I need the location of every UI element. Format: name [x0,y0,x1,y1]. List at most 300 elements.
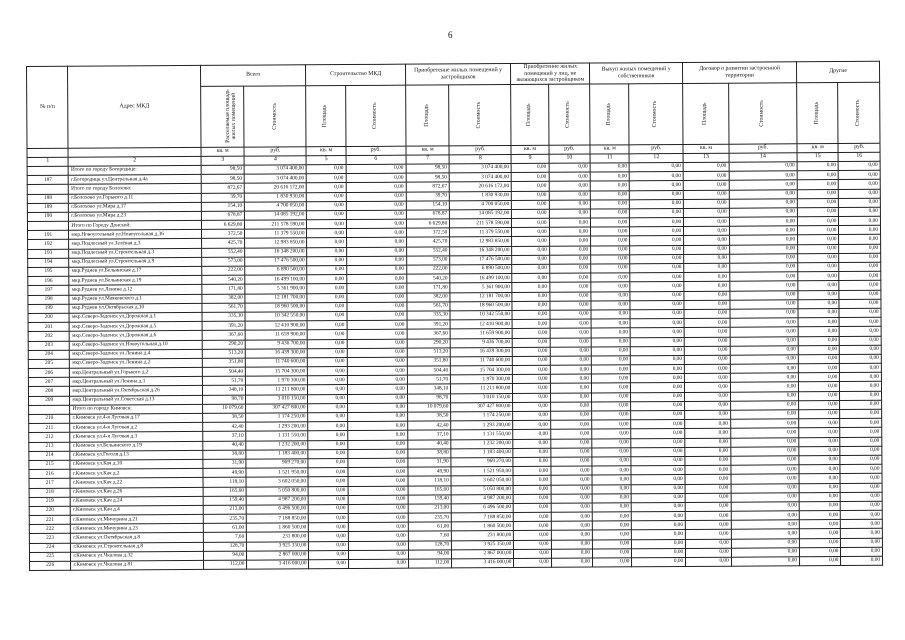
value-cell: 0,00 [308,440,347,449]
value-cell: 0,00 [347,330,407,340]
value-cell: 561,70 [202,303,246,312]
value-cell: 0,00 [840,409,882,418]
value-cell: 0,00 [684,309,730,318]
address-cell: Итого по городу Богородице: [69,165,202,175]
value-cell: 0,00 [729,272,797,282]
value-cell: 0,00 [347,421,407,431]
value-cell: 513,20 [407,348,451,357]
value-cell: 1 174 250,00 [451,412,513,422]
value-cell: 0,00 [513,411,550,420]
value-cell: 0,00 [307,238,346,247]
value-cell: 372,50 [406,228,450,237]
row-number: 220 [29,506,70,515]
value-cell: 4 700 050,00 [450,200,512,210]
value-cell: 0,00 [730,382,798,392]
value-cell: 20 616 172,00 [245,183,307,193]
value-cell: 31,90 [408,458,452,467]
value-cell: 0,00 [731,557,799,567]
value-cell: 213,00 [408,504,452,513]
address-cell: г.Кимовск ул.4-я Луговая д.17 [70,413,203,423]
value-cell: 17 476 500,00 [450,255,512,265]
value-cell: 0,00 [592,521,631,530]
value-cell: 0,00 [592,402,631,411]
value-cell: 3 074 400,00 [449,173,511,183]
value-cell: 0,00 [550,402,591,411]
value-cell: 0,00 [346,228,406,238]
value-cell: 7,60 [203,533,247,542]
value-cell: 0,00 [513,402,550,411]
value-cell: 0,00 [550,338,591,347]
value-cell: 10 079,60 [202,404,246,413]
value-cell: 15 704 300,00 [451,366,513,376]
value-cell: 0,00 [686,548,732,557]
value-cell: 0,00 [592,503,631,512]
value-cell: 0,00 [348,513,408,523]
value-cell: 0,00 [632,548,686,558]
value-cell: 16 439 300,00 [246,349,308,359]
value-cell: 0,00 [308,449,347,458]
value-cell: 425,70 [406,237,450,246]
unit-cell: кв. м [511,145,548,154]
value-cell: 0,00 [512,200,549,209]
row-number: 210 [29,414,70,423]
value-cell: 0,00 [550,356,591,365]
value-cell: 10 342 550,00 [450,311,512,321]
value-cell: 0,00 [631,346,685,356]
value-cell: 0,00 [731,447,799,457]
value-cell: 0,00 [630,291,684,301]
value-cell: 0,00 [348,541,408,551]
value-cell: 1 131 550,00 [246,431,308,441]
value-cell: 0,00 [631,429,685,439]
value-cell: 0,00 [797,171,838,180]
value-cell: 0,00 [591,255,630,264]
header-other: Другие [797,61,880,82]
value-cell: 2 867 000,00 [247,551,309,561]
value-cell: 0,00 [839,198,881,207]
value-cell: 112,00 [203,560,247,569]
value-cell: 0,00 [630,218,684,228]
value-cell: 0,00 [551,485,592,494]
value-cell: 0,00 [592,530,631,539]
value-cell: 0,00 [550,319,591,328]
value-cell: 0,00 [685,373,731,382]
value-cell: 98,50 [406,164,450,173]
value-cell: 0,00 [799,483,840,492]
value-cell: 0,00 [512,218,549,227]
value-cell: 0,00 [513,466,550,475]
value-cell: 0,00 [346,173,406,183]
value-cell: 0,00 [513,347,550,356]
value-cell: 0,00 [309,560,348,569]
value-cell: 0,00 [551,466,592,475]
value-cell: 0,00 [512,283,549,292]
value-cell: 872,67 [406,182,450,191]
value-cell: 0,00 [309,514,348,523]
value-cell: 0,00 [592,392,631,401]
value-cell: 0,00 [308,459,347,468]
value-cell: 0,00 [550,365,591,374]
value-cell: 0,00 [841,520,883,529]
value-cell: 0,00 [729,226,797,236]
value-cell: 12 983 850,00 [245,238,307,248]
value-cell: 0,00 [684,272,730,281]
value-cell: 0,00 [551,558,592,567]
value-cell: 0,00 [512,329,549,338]
unit-cell: руб. [346,146,406,155]
row-number: 214 [29,451,70,460]
value-cell: 0,00 [551,512,592,521]
value-cell: 0,00 [551,549,592,558]
address-cell: мкр.Подлесный ул.Зелёная д.3 [69,239,202,249]
value-cell: 0,00 [840,363,882,372]
value-cell: 2 867 000,00 [452,549,514,559]
value-cell: 335,30 [202,312,246,321]
value-cell: 0,00 [630,181,684,191]
value-cell: 0,00 [798,373,839,382]
value-cell: 351,80 [202,358,246,367]
value-cell: 0,00 [840,373,882,382]
address-cell: г.Кимовск ул.Кач д.2 [70,469,203,479]
address-cell: г.Кимовск ул.Кач д.10 [70,459,203,469]
subheader-area-build: Площадь [306,86,346,147]
value-cell: 0,00 [307,183,346,192]
index-cell: 11 [590,154,629,163]
value-cell: 0,00 [591,273,630,282]
value-cell: 0,00 [685,364,731,373]
value-cell: 0,00 [308,321,347,330]
value-cell: 0,00 [346,183,406,193]
value-cell: 0,00 [729,180,797,190]
value-cell: 0,00 [685,383,731,392]
address-cell: г.Болохово ул.Мира д.17 [69,202,202,212]
value-cell: 0,00 [307,174,346,183]
value-cell: 0,00 [591,301,630,310]
value-cell: 0,00 [512,209,549,218]
value-cell: 0,00 [799,520,840,529]
value-cell: 0,00 [592,438,631,447]
value-cell: 0,00 [549,227,590,236]
page-number: 6 [448,30,453,40]
index-cell: 8 [449,155,511,164]
row-number: 197 [28,286,69,295]
value-cell: 0,00 [798,226,839,235]
value-cell: 0,00 [730,364,798,374]
value-cell: 0,00 [513,430,550,439]
row-number: 213 [29,442,70,451]
value-cell: 0,00 [549,172,590,181]
value-cell: 12 410 900,00 [450,320,512,330]
value-cell: 11 379 550,00 [450,228,512,238]
value-cell: 4 700 050,00 [245,202,307,212]
value-cell: 0,00 [591,319,630,328]
value-cell: 235,70 [408,513,452,522]
value-cell: 0,00 [730,346,798,356]
value-cell: 42,40 [407,421,451,430]
value-cell: 0,00 [631,355,685,365]
value-cell: 0,00 [730,401,798,411]
value-cell: 0,00 [347,375,407,385]
value-cell: 6 629,80 [406,219,450,228]
value-cell: 0,00 [307,165,346,174]
unit-cell: кв. м [797,144,838,153]
address-cell: г.Кимовск ул.4-я Луговая д.3 [70,432,203,442]
value-cell: 0,00 [512,191,549,200]
value-cell: 0,00 [632,558,686,568]
value-cell: 0,00 [307,210,346,219]
value-cell: 37,10 [408,430,452,439]
value-cell: 0,00 [685,520,731,529]
value-cell: 12 181 700,00 [245,293,307,303]
value-cell: 0,00 [308,468,347,477]
index-cell: 9 [511,154,548,163]
value-cell: 5 361 900,00 [450,283,512,293]
value-cell: 0,00 [550,310,591,319]
row-number [29,405,70,414]
address-cell: мкр.Северо-Задонск ул.Дорожная д.5 [69,322,202,332]
unit-cell: руб. [244,147,306,156]
value-cell: 12 181 700,00 [450,292,512,302]
value-cell: 0,00 [309,486,348,495]
value-cell: 0,00 [685,392,731,401]
value-cell: 37,10 [203,432,247,441]
value-cell: 0,00 [840,345,882,354]
header-total: Всего [200,65,306,87]
value-cell: 0,00 [798,281,839,290]
value-cell: 0,00 [840,418,882,427]
value-cell: 0,00 [839,161,881,170]
value-cell: 0,00 [839,253,881,262]
value-cell: 0,00 [798,345,839,354]
value-cell: 0,00 [629,162,683,172]
value-cell: 0,00 [684,337,730,346]
value-cell: 211 578 590,00 [450,219,512,229]
subheader-area-other: Площадь [797,83,839,144]
value-cell: 0,00 [684,328,730,337]
value-cell: 1 293 200,00 [246,422,308,432]
value-cell: 0,00 [839,244,881,253]
value-cell: 0,00 [631,447,685,457]
value-cell: 0,00 [631,365,685,375]
value-cell: 0,00 [841,556,883,565]
value-cell: 0,00 [841,492,883,501]
value-cell: 0,00 [513,476,550,485]
value-cell: 5 050 800,00 [451,485,513,495]
value-cell: 0,00 [551,503,592,512]
value-cell: 49,90 [408,467,452,476]
value-cell: 0,00 [512,255,549,264]
subheader-cost-build: Стоимость [345,85,405,146]
value-cell: 0,00 [799,474,840,483]
value-cell: 0,00 [799,529,840,538]
index-cell: 10 [549,154,590,163]
value-cell: 0,00 [630,309,684,319]
value-cell: 0,00 [630,254,684,264]
row-number: 212 [29,433,70,442]
value-cell: 49,90 [203,468,247,477]
value-cell: 0,00 [308,376,347,385]
address-cell: Итого по городу Болохово: [69,184,202,194]
value-cell: 16 439 300,00 [450,347,512,357]
row-number [27,166,68,175]
address-cell: г.Кимовск ул.Гоголя д.13 [70,450,203,460]
value-cell: 0,00 [731,474,799,484]
unit-cell: руб. [449,146,511,155]
value-cell: 11 379 550,00 [245,229,307,239]
value-cell: 0,00 [684,263,730,272]
value-cell: 0,00 [347,311,407,321]
address-cell: мкр.Центральный ул.Советская д.13 [70,395,203,405]
address-cell: мкр.Подлесный ул.Строительная д.9 [69,257,202,267]
value-cell: 382,00 [407,293,451,302]
value-cell: 0,00 [730,428,798,438]
value-cell: 6 890 500,00 [450,265,512,275]
address-cell: г.Кимовск ул.Октябрьская д.8 [71,533,204,543]
value-cell: 20 616 172,00 [449,182,511,192]
value-cell: 1 131 550,00 [451,430,513,440]
value-cell: 0,00 [512,237,549,246]
value-cell: 10 342 550,00 [245,312,307,322]
subheader-area-total: Расселяемая площадь жилых помещений [201,86,245,147]
value-cell: 351,80 [407,357,451,366]
value-cell: 0,00 [799,437,840,446]
value-cell: 0,00 [839,226,881,235]
value-cell: 0,00 [512,182,549,191]
value-cell: 0,00 [632,502,686,512]
value-cell: 0,00 [839,299,881,308]
value-cell: 0,00 [592,448,631,457]
value-cell: 0,00 [799,538,840,547]
value-cell: 0,00 [840,327,882,336]
value-cell: 0,00 [348,458,408,468]
value-cell: 0,00 [840,474,882,483]
row-number: 190 [27,212,68,221]
value-cell: 0,00 [840,437,882,446]
value-cell: 0,00 [685,493,731,502]
row-number: 194 [28,258,69,267]
value-cell: 0,00 [347,339,407,349]
value-cell: 0,00 [685,456,731,465]
value-cell: 0,00 [839,281,881,290]
value-cell: 0,00 [800,557,841,566]
address-cell: г.Кимовск ул.Чкалова д.81 [71,560,204,570]
value-cell: 0,00 [550,420,591,429]
value-cell: 0,00 [841,538,883,547]
value-cell: 39,70 [201,193,245,202]
value-cell: 0,00 [308,330,347,339]
value-cell: 0,00 [799,419,840,428]
value-cell: 0,00 [347,293,407,303]
value-cell: 0,00 [799,547,840,556]
value-cell: 0,00 [683,162,729,171]
value-cell: 0,00 [307,201,346,210]
value-cell: 0,00 [684,236,730,245]
address-cell: мкр.Северо-Задонск ул.Новоугольная д.10 [70,340,203,350]
value-cell: 0,00 [513,421,550,430]
index-cell: 13 [683,153,729,162]
value-cell: 872,67 [201,184,245,193]
value-cell: 0,00 [731,520,799,530]
value-cell: 17 476 500,00 [245,257,307,267]
value-cell: 0,00 [631,475,685,485]
value-cell: 0,00 [840,483,882,492]
value-cell: 0,00 [730,318,798,328]
value-cell: 0,00 [347,284,407,294]
value-cell: 0,00 [730,336,798,346]
value-cell: 1 521 950,00 [451,467,513,477]
subheader-cost-buy-dev: Стоимость [449,85,511,146]
value-cell: 0,00 [309,523,348,532]
value-cell: 367,60 [202,331,246,340]
index-cell: 16 [838,152,880,161]
value-cell: 0,00 [730,355,798,365]
value-cell: 0,00 [348,440,408,450]
unit-cell [27,148,68,157]
unit-cell: кв. м [683,144,729,153]
value-cell: 0,00 [799,391,840,400]
address-cell: мкр.Северо-Задонск ул.Ленина д.4 [70,349,203,359]
index-cell: 5 [306,156,345,165]
value-cell: 0,00 [307,229,346,238]
value-cell: 0,00 [592,512,631,521]
index-cell: 1 [27,157,68,166]
value-cell: 11 659 900,00 [450,329,512,339]
value-cell: 0,00 [731,502,799,512]
value-cell: 154,10 [406,201,450,210]
value-cell: 0,00 [346,238,406,248]
value-cell: 0,00 [798,235,839,244]
value-cell: 0,00 [730,391,798,401]
value-cell: 0,00 [631,420,685,430]
value-cell: 0,00 [631,383,685,393]
value-cell: 0,00 [841,510,883,519]
value-cell: 0,00 [630,227,684,237]
value-cell: 0,00 [513,439,550,448]
index-cell: 3 [201,156,245,165]
value-cell: 0,00 [307,256,346,265]
value-cell: 0,00 [799,456,840,465]
value-cell: 0,00 [591,291,630,300]
value-cell: 0,00 [630,273,684,283]
value-cell: 38,80 [203,450,247,459]
value-cell: 0,00 [551,531,592,540]
index-cell: 4 [244,156,306,165]
row-number: 211 [29,423,70,432]
value-cell: 0,00 [731,483,799,493]
value-cell: 573,00 [406,256,450,265]
row-number: 203 [28,341,69,350]
value-cell: 0,00 [729,254,797,264]
value-cell: 0,00 [346,164,406,174]
value-cell: 159,40 [408,495,452,504]
address-cell: г.Кимовск ул.Чкалова д.32 [71,551,204,561]
value-cell: 0,00 [591,383,630,392]
value-cell: 0,00 [730,437,798,447]
index-cell: 12 [629,153,683,162]
value-cell: 0,00 [731,548,799,558]
value-cell: 0,00 [631,401,685,411]
value-cell: 0,00 [549,200,590,209]
value-cell: 0,00 [729,199,797,209]
value-cell: 0,00 [685,475,731,484]
value-cell: 0,00 [591,227,630,236]
value-cell: 3 074 400,00 [245,174,307,184]
value-cell: 0,00 [307,284,346,293]
index-cell: 6 [346,155,406,164]
unit-cell: руб. [729,144,797,153]
value-cell: 128,70 [408,541,452,550]
value-cell: 0,00 [730,327,798,337]
